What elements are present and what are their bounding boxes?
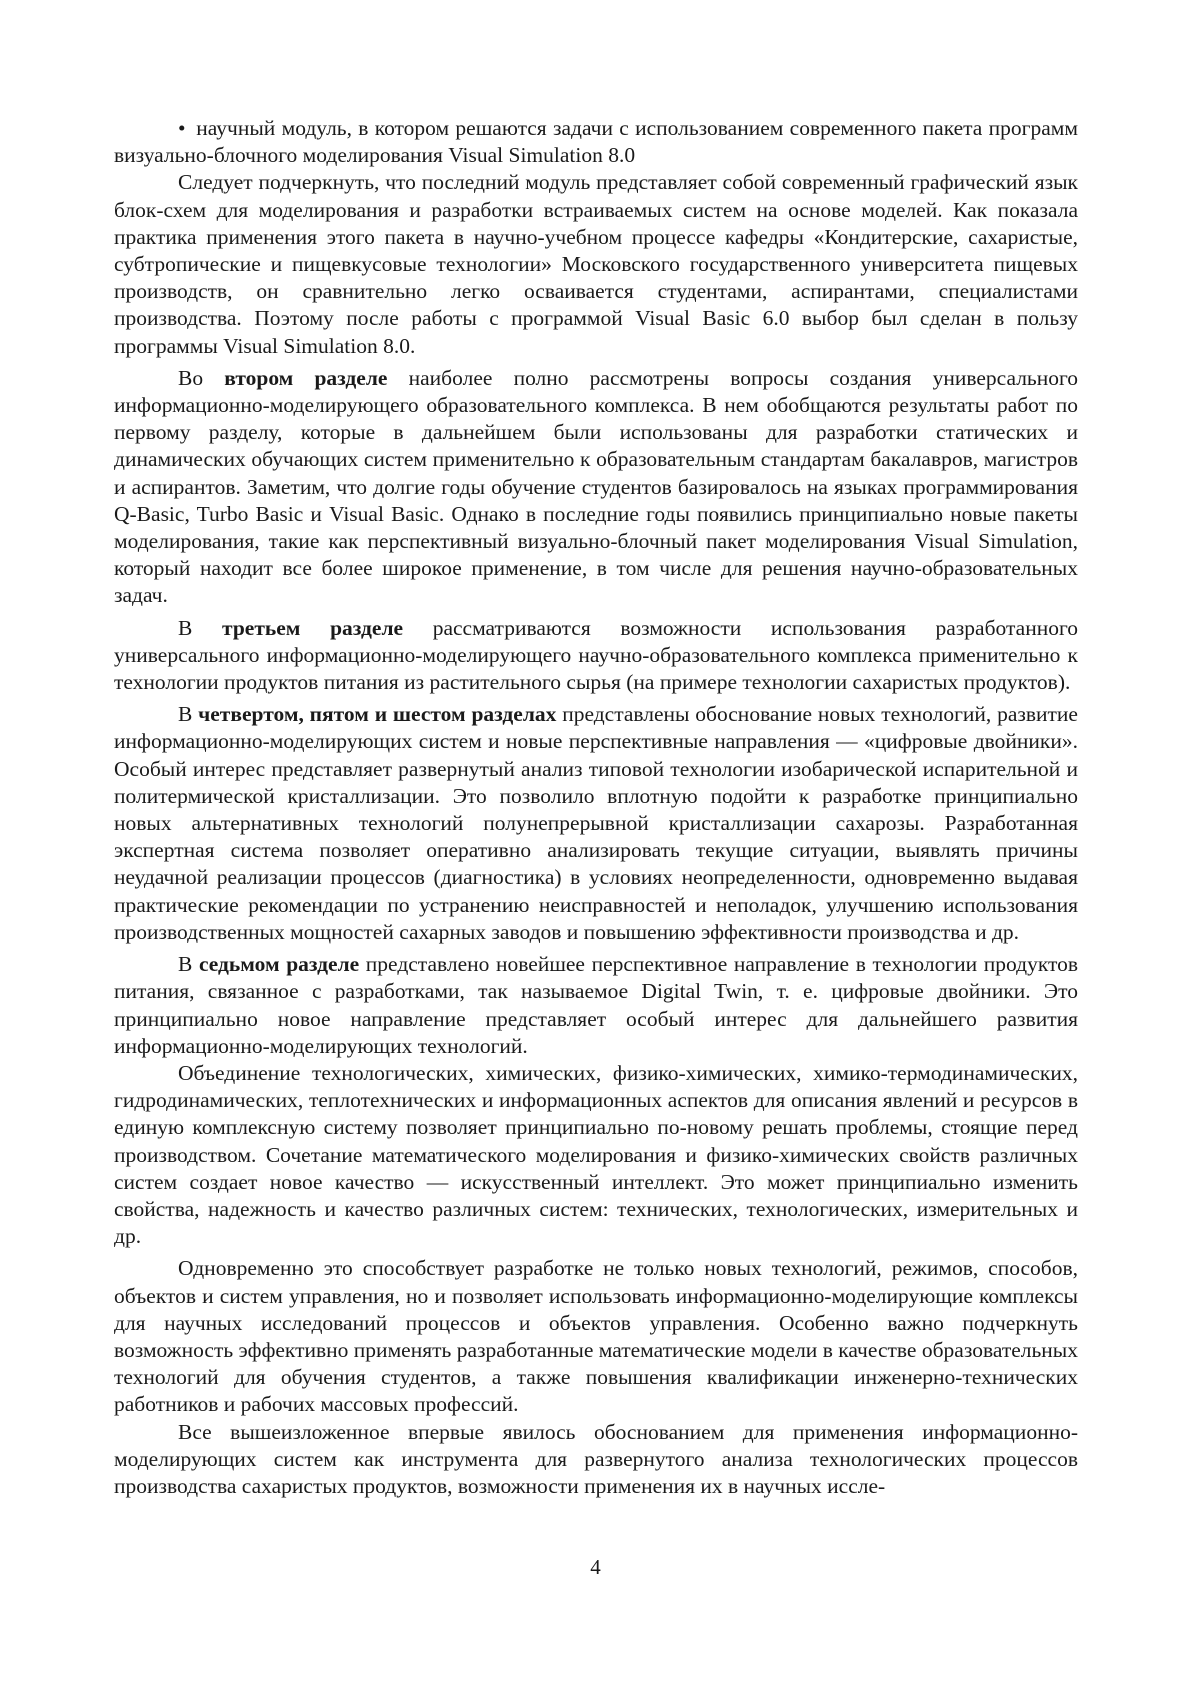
paragraph-text-after: рассматриваются возможности использования разработанного универсального информационно-моделирующего научно-образовательного комплекса применительно к технологии продуктов питания из растительного сырья (на примере технологии сахаристых продуктов).: [114, 615, 1078, 695]
paragraph-conclusion: [114, 1419, 1078, 1501]
paragraph-text: Следует подчеркнуть, что последний модуль представляет собой современный графический язык блок-схем для моделирования и разработки встраиваемых систем на основе моделей. Как показала практика применения этого пакета в научно-учебном процессе кафедры «Кондитерские, сахаристые, субтропические и пищевкусовые технологии» Московского государственного университета пищевых производств, он сравнительно легко осваивается студентами, аспирантами, специалистами производства. Поэтому после работы с программой Visual Basic 6.0 выбор был сделан в пользу программы Visual Simulation 8.0.: [114, 170, 1078, 358]
section-heading-bold: третьем разделе: [222, 615, 404, 640]
section-heading-bold: седьмом разделе: [198, 952, 360, 977]
paragraph-fourth-fifth-sixth-sections: [114, 701, 1078, 946]
paragraph-text: Одновременно это способствует разработке не только новых технологий, режимов, способов, объектов и систем управления, но и позволяет использовать информационно-моделирующие комплексы для научных исследований процессов и объектов управления. Особенно важно подчеркнуть возможность эффективно применять разработанные математические модели в качестве образовательных технологий для обучения студентов, а также повышения квалификации инженерно-технических работников и рабочих массовых профессий.: [114, 1256, 1078, 1417]
paragraph-text-before: В: [178, 702, 199, 727]
section-heading-bold: четвертом, пятом и шестом разделах: [198, 702, 557, 727]
paragraph-text: Все вышеизложенное впервые явилось обоснованием для применения информационно-моделирующих систем как инструмента для развернутого анализа технологических процессов производства сахаристых продуктов, возможности применения их в научных иссле-: [114, 1419, 1078, 1498]
paragraph-text-before: В: [178, 952, 199, 977]
paragraph-visual-simulation: [114, 169, 1078, 359]
paragraph-text-before: Во: [178, 365, 225, 390]
body-text: [114, 115, 1078, 1500]
bullet-icon: •: [178, 116, 186, 140]
paragraph-second-section: [114, 365, 1078, 610]
page-number: 4: [590, 1555, 601, 1579]
paragraph-simultaneously: [114, 1255, 1078, 1418]
section-heading-bold: втором разделе: [224, 365, 388, 390]
paragraph-integration: [114, 1060, 1078, 1250]
paragraph-text-after: представлены обоснование новых технологий, развитие информационно-моделирующих систем и новые перспективные направления — «цифровые двойники». Особый интерес представляет развернутый анализ типовой технологии изобарической испарительной и политермической кристаллизации. Это позволило вплотную подойти к разработке принципиально новых альтернативных технологий полунепрерывной кристаллизации сахарозы. Разработанная экспертная система позволяет оперативно анализировать текущие ситуации, выявлять причины неудачной реализации процессов (диагностика) в условиях неопределенности, одновременно выдавая практические рекомендации по устранению неисправностей и неполадок, улучшению использования производственных мощностей сахарных заводов и повышению эффективности производства и др.: [114, 702, 1078, 944]
paragraph-third-section: [114, 615, 1078, 697]
paragraph-seventh-section: [114, 951, 1078, 1060]
paragraph-text: научный модуль, в котором решаются задачи с использованием современного пакета программ визуально-блочного моделирования Visual Simulation 8.0: [114, 116, 1078, 168]
paragraph-text: Объединение технологических, химических, физико-химических, химико-термодинамических, гидродинамических, теплотехнических и информационных аспектов для описания явлений и ресурсов в единую комплексную систему позволяет принципиально по-новому решать проблемы, стоящие перед производством. Сочетание математического моделирования и физико-химических свойств различных систем создает новое качество — искусственный интеллект. Это может принципиально изменить свойства, надежность и качество различных систем: технических, технологических, измерительных и др.: [114, 1060, 1078, 1249]
paragraph-text-after: представлено новейшее перспективное направление в технологии продуктов питания, связанное с разработками, так называемое Digital Twin, т. е. цифровые двойники. Это принципиально новое направление представляет особый интерес для дальнейшего развития информационно-моделирующих технологий.: [114, 952, 1078, 1058]
paragraph-text-after: наиболее полно рассмотрены вопросы создания универсального информационно-моделирующего образовательного комплекса. В нем обобщаются результаты работ по первому разделу, которые в дальнейшем были использованы для разработки статических и динамических обучающих систем применительно к образовательным стандартам бакалавров, магистров и аспирантов. Заметим, что долгие годы обучение студентов базировалось на языках программирования Q-Basic, Turbo Basic и Visual Basic. Однако в последние годы появились принципиально новые пакеты моделирования, такие как перспективный визуально-блочный пакет моделирования Visual Simulation, который находит все более широкое применение, в том числе для решения научно-образовательных задач.: [114, 365, 1079, 608]
paragraph-bullet-scientific-module: [114, 115, 1078, 169]
paragraph-text-before: В: [178, 615, 222, 640]
